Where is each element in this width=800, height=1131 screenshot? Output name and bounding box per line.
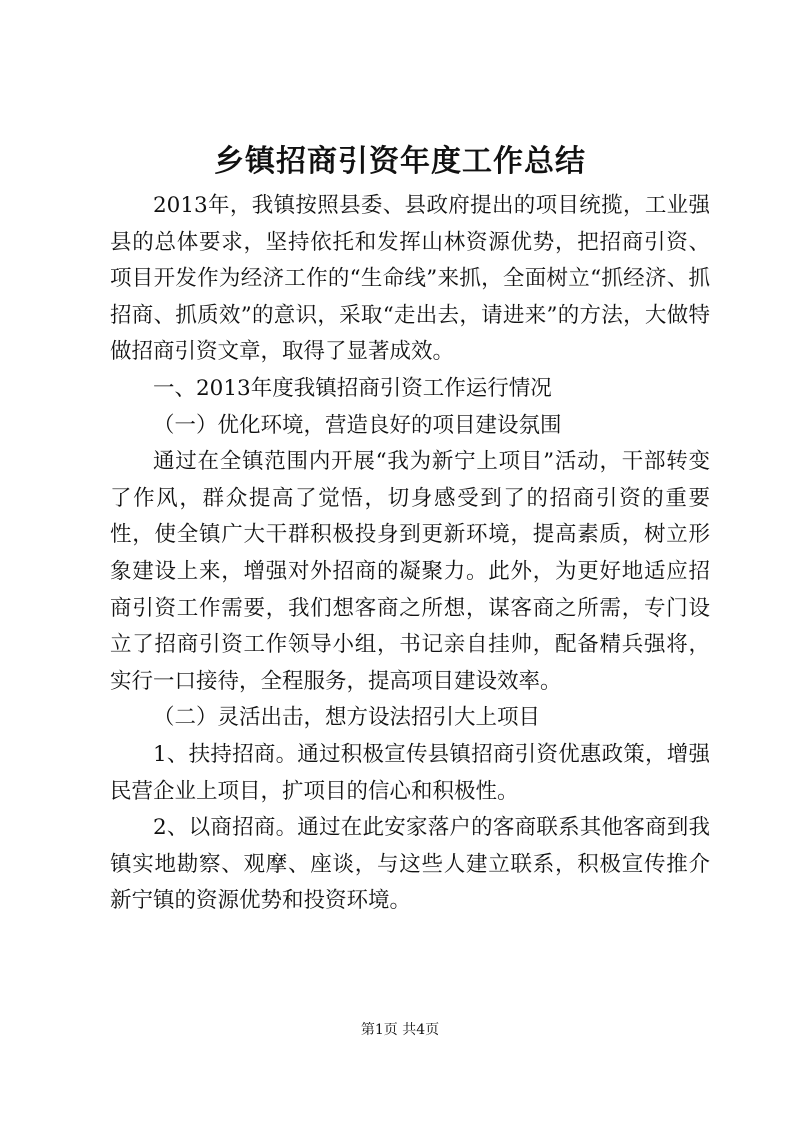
page-number: 第1页 共4页 <box>360 1022 440 1038</box>
paragraph-business-investment: 2、以商招商。通过在此安家落户的客商联系其他客商到我镇实地勘察、观摩、座谈，与这些人建立联系，积极宣传推介新宁镇的资源优势和投资环境。 <box>110 815 710 914</box>
paragraph-support-investment: 1、扶持招商。通过积极宣传县镇招商引资优惠政策，增强民营企业上项目，扩项目的信心和积极性。 <box>110 741 710 804</box>
section-heading-1: 一、2013年度我镇招商引资工作运行情况 <box>153 375 552 401</box>
document-title: 乡镇招商引资年度工作总结 <box>214 144 586 179</box>
subsection-heading-1: （一）优化环境，营造良好的项目建设氛围 <box>153 412 562 438</box>
paragraph-intro: 2013年，我镇按照县委、县政府提出的项目统揽，工业强县的总体要求，坚持依托和发挥山林资源优势，把招商引资、项目开发作为经济工作的“生命线”来抓，全面树立“抓经济、抓招商、抓质效”的意识，采取“走出去，请进来”的方法，大做特做招商引资文章，取得了显著成效。 <box>110 193 710 365</box>
paragraph-environment: 通过在全镇范围内开展“我为新宁上项目”活动，干部转变了作风，群众提高了觉悟，切身感受到了的招商引资的重要性，使全镇广大干群积极投身到更新环境，提高素质，树立形象建设上来，增强对外招商的凝聚力。此外，为更好地适应招商引资工作需要，我们想客商之所想，谋客商之所需，专门设立了招商引资工作领导小组，书记亲自挂帅，配备精兵强将，实行一口接待，全程服务，提高项目建设效率。 <box>110 449 710 694</box>
document-body <box>110 188 710 920</box>
subsection-heading-2: （二）灵活出击，想方设法招引大上项目 <box>153 705 541 731</box>
